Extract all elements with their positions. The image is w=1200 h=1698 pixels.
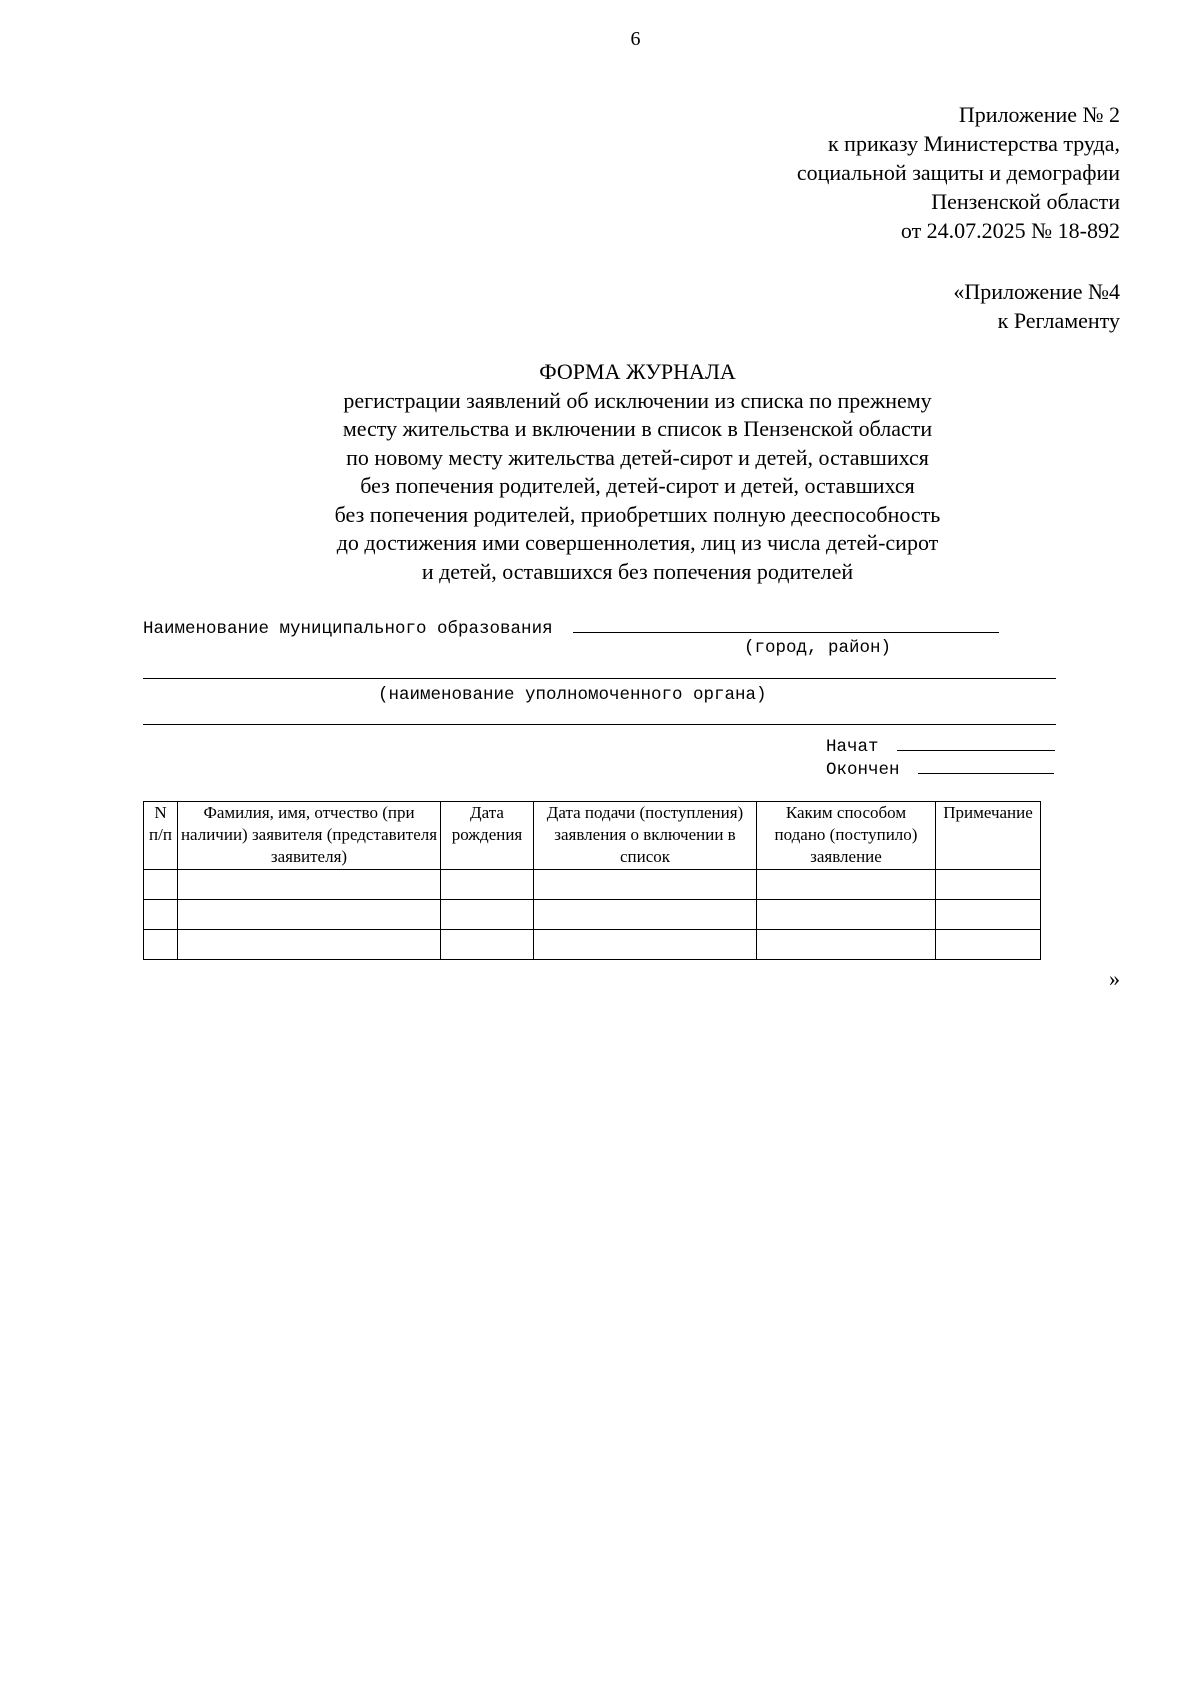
page-number: 6 bbox=[630, 28, 641, 50]
header-full-name: Фамилия, имя, отчество (при наличии) заявителя (представителя заявителя) bbox=[178, 802, 441, 870]
appendix-line: социальной защиты и демографии bbox=[796, 160, 1120, 185]
finished-label: Окончен bbox=[826, 760, 900, 780]
started-row bbox=[826, 732, 1055, 757]
appendix-line: Приложение № 2 bbox=[958, 102, 1120, 127]
table-cell[interactable] bbox=[441, 870, 534, 900]
table-cell[interactable] bbox=[936, 930, 1041, 960]
title-line: без попечения родителей, приобретших полную дееспособность bbox=[334, 501, 941, 527]
table-cell[interactable] bbox=[757, 930, 936, 960]
header-birth-date: Дата рождения bbox=[441, 802, 534, 870]
table-cell[interactable] bbox=[936, 870, 1041, 900]
authority-field-line-2[interactable] bbox=[143, 724, 1056, 725]
document-title bbox=[200, 358, 1075, 586]
regulation-appendix-header bbox=[953, 277, 1120, 335]
header-note: Примечание bbox=[936, 802, 1041, 870]
municipality-caption: (город, район) bbox=[744, 638, 892, 658]
table-cell[interactable] bbox=[534, 870, 757, 900]
municipality-row bbox=[143, 614, 999, 639]
table-cell[interactable] bbox=[534, 930, 757, 960]
started-label: Начат bbox=[826, 737, 879, 757]
title-line: по новому месту жительства детей-сирот и детей, оставшихся bbox=[346, 444, 929, 470]
table-cell[interactable] bbox=[757, 870, 936, 900]
closing-quote: » bbox=[1109, 966, 1120, 991]
table-header-row bbox=[144, 802, 1041, 870]
journal-table bbox=[143, 801, 1041, 960]
table-cell[interactable] bbox=[178, 870, 441, 900]
table-cell[interactable] bbox=[144, 870, 178, 900]
title-line: и детей, оставшихся без попечения родителей bbox=[421, 558, 854, 584]
authority-field-line-1[interactable] bbox=[143, 678, 1056, 679]
title-line: без попечения родителей, детей-сирот и детей, оставшихся bbox=[360, 473, 915, 498]
title-heading: ФОРМА ЖУРНАЛА bbox=[539, 359, 736, 384]
title-line: месту жительства и включении в список в Пензенской области bbox=[342, 416, 933, 441]
appendix-line: Пензенской области bbox=[931, 189, 1120, 214]
municipality-label: Наименование муниципального образования bbox=[143, 619, 553, 639]
table-row bbox=[144, 870, 1041, 900]
regulation-appendix-line: «Приложение №4 bbox=[953, 279, 1120, 304]
finished-field[interactable] bbox=[918, 755, 1054, 774]
title-line: до достижения ими совершеннолетия, лиц из числа детей-сирот bbox=[336, 530, 939, 555]
table-cell[interactable] bbox=[144, 900, 178, 930]
table-cell[interactable] bbox=[178, 900, 441, 930]
finished-row bbox=[826, 755, 1054, 780]
header-submission-date: Дата подачи (поступления) заявления о включении в список bbox=[534, 802, 757, 870]
table-cell[interactable] bbox=[757, 900, 936, 930]
table-row bbox=[144, 930, 1041, 960]
appendix-line: от 24.07.2025 № 18-892 bbox=[900, 218, 1120, 243]
table-cell[interactable] bbox=[534, 900, 757, 930]
table-cell[interactable] bbox=[178, 930, 441, 960]
table-row bbox=[144, 900, 1041, 930]
appendix-line: к приказу Министерства труда, bbox=[827, 131, 1120, 156]
regulation-appendix-line: к Регламенту bbox=[997, 308, 1120, 333]
appendix-header bbox=[797, 100, 1120, 245]
title-line: регистрации заявлений об исключении из списка по прежнему bbox=[343, 387, 932, 413]
table-cell[interactable] bbox=[144, 930, 178, 960]
municipality-field[interactable] bbox=[573, 614, 999, 633]
table-cell[interactable] bbox=[441, 930, 534, 960]
started-field[interactable] bbox=[897, 732, 1055, 751]
table-cell[interactable] bbox=[441, 900, 534, 930]
header-submission-method: Каким способом подано (поступило) заявление bbox=[757, 802, 936, 870]
table-cell[interactable] bbox=[936, 900, 1041, 930]
header-number: N п/п bbox=[144, 802, 178, 870]
authority-caption: (наименование уполномоченного органа) bbox=[378, 685, 767, 705]
